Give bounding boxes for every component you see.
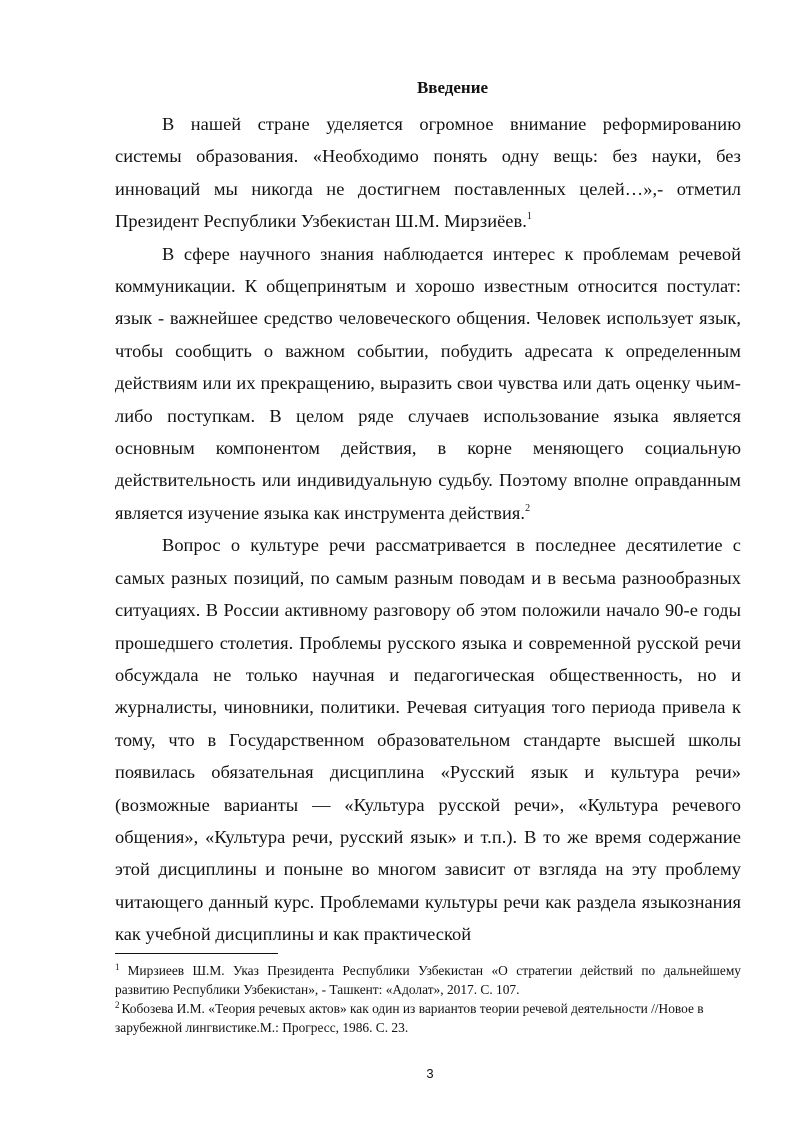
- footnote-2-text: Кобозева И.М. «Теория речевых актов» как один из вариантов теории речевой деятельности //Новое в зарубежной лингвистике.М.: Прогресс, 1986. С. 23.: [115, 1001, 704, 1035]
- paragraph-1-text: В нашей стране уделяется огромное внимание реформированию системы образования. «Необходимо понять одну вещь: без науки, без инноваций мы никогда не достигнем поставленных целей…»,- отметил Президент Республики Узбекистан Ш.М. Мирзиёев.: [115, 114, 741, 232]
- page-number: 3: [426, 1066, 434, 1081]
- footnote-2-number: 2: [115, 1000, 120, 1010]
- footnote-ref-2: 2: [525, 502, 531, 514]
- footnote-1-number: 1: [115, 962, 120, 972]
- paragraph-2-text: В сфере научного знания наблюдается интерес к проблемам речевой коммуникации. К общепринятым и хорошо известным относится постулат: язык - важнейшее средство человеческого общения. Человек использует язык, чтобы сообщить о важном событии, побудить адресата к определенным действиям или их прекращению, выразить свои чувства или дать оценку чьим-либо поступкам. В целом ряде случаев использование языка является основным компонентом действия, в корне меняющего социальную действительность или индивидуальную судьбу. Поэтому вполне оправданным является изучение языка как инструмента действия.: [115, 243, 741, 523]
- footnote-1-text: Мирзиеев Ш.М. Указ Президента Республики Узбекистан «О стратегии действий по дальнейшему развитию Республики Узбекистан», - Ташкент: «Адолат», 2017. С. 107.: [115, 963, 741, 997]
- paragraph-3-text: Вопрос о культуре речи рассматривается в последнее десятилетие с самых разных позиций, по самым разным поводам и в весьма разнообразных ситуациях. В России активному разговору об этом положили начало 90-е годы прошедшего столетия. Проблемы русского языка и современной русской речи обсуждала не только научная и педагогическая общественность, но и журналисты, чиновники, политики. Речевая ситуация того периода привела к тому, что в Государственном образовательном стандарте высшей школы появилась обязательная дисциплина «Русский язык и культура речи» (возможные варианты — «Культура русской речи», «Культура речевого общения», «Культура речи, русский язык» и т.п.). В то же время содержание этой дисциплины и поныне во многом зависит от взгляда на эту проблему читающего данный курс. Проблемами культуры речи как раздела языкознания как учебной дисциплины и как практической: [115, 535, 741, 945]
- footnote-ref-1: 1: [526, 211, 532, 223]
- paragraph-1: [115, 108, 741, 238]
- paragraph-2: [115, 238, 741, 530]
- footnote-separator: [115, 953, 278, 954]
- footnote-1: [115, 961, 741, 999]
- page-title: Введение: [416, 78, 489, 97]
- body-text: [115, 108, 741, 951]
- footnotes: [115, 961, 741, 1037]
- paragraph-3: [115, 529, 741, 950]
- footnote-2: [115, 999, 741, 1037]
